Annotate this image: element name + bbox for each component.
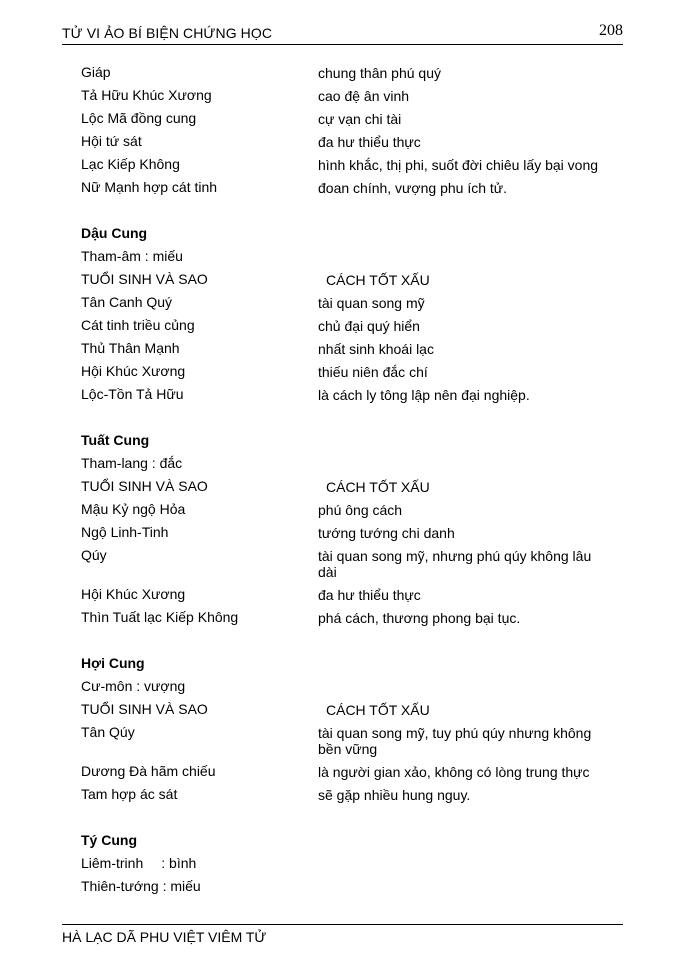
row-right: đa hư thiểu thực (318, 134, 421, 150)
row-left: Hội tứ sát (81, 133, 142, 149)
row-right: là cách ly tông lập nên đại nghiệp. (318, 387, 530, 403)
spacer (81, 199, 611, 222)
col-header-right: CÁCH TỐT XẤU (326, 702, 430, 718)
row-left: Dương Đà hãm chiếu (81, 763, 216, 779)
table-row (81, 176, 611, 199)
table-row (81, 721, 611, 760)
row-left: Tân Qúy (81, 724, 135, 740)
table-row (81, 314, 611, 337)
row-right: tướng tướng chi danh (318, 525, 455, 541)
table-row (81, 360, 611, 383)
table-row (81, 337, 611, 360)
row-right: đa hư thiểu thực (318, 587, 421, 603)
row-right: phá cách, thương phong bại tục. (318, 610, 521, 626)
row-right: phú ông cách (318, 502, 403, 518)
row-right: cao đệ ân vinh (318, 88, 410, 104)
row-left: Tả Hữu Khúc Xương (81, 87, 212, 103)
row-right: cự vạn chi tài (318, 111, 402, 127)
row-left: Lộc Mã đồng cung (81, 110, 197, 126)
col-header-right: CÁCH TỐT XẤU (326, 479, 430, 495)
star-status: Tham-lang : đắc (81, 455, 183, 471)
table-row (81, 498, 611, 521)
row-left: Giáp (81, 64, 111, 80)
row-right: nhất sinh khoái lạc (318, 341, 434, 357)
table-row (81, 760, 611, 783)
table-row (81, 383, 611, 406)
row-right: tài quan song mỹ, tuy phú qúy nhưng không bền vững (318, 725, 592, 757)
table-row (81, 84, 611, 107)
row-left: Tân Canh Quý (81, 294, 173, 310)
star-level: : bình (161, 855, 197, 871)
row-left: Thủ Thân Mạnh (81, 340, 180, 356)
table-row (81, 544, 611, 583)
row-left: Nữ Mạnh hợp cát tinh (81, 179, 218, 195)
row-left: Ngộ Linh-Tinh (81, 524, 169, 540)
col-header-left: TUỔI SINH VÀ SAO (81, 701, 208, 717)
col-header-left: TUỔI SINH VÀ SAO (81, 271, 208, 287)
section-title-hoi: Hợi Cung (81, 655, 145, 671)
star-status: Tham-âm : miếu (81, 248, 183, 264)
column-headers (81, 698, 611, 721)
row-left: Tam hợp ác sát (81, 786, 178, 802)
spacer (81, 806, 611, 829)
book-title: TỬ VI ẢO BÍ BIỆN CHỨNG HỌC (62, 25, 273, 41)
column-headers (81, 268, 611, 291)
section-title-dau: Dậu Cung (81, 225, 148, 241)
row-right: là người gian xảo, không có lòng trung thực (318, 764, 590, 780)
row-right: chung thân phú quý (318, 65, 441, 81)
table-row (81, 783, 611, 806)
row-right: chủ đại quý hiển (318, 318, 420, 334)
star-status: Thiên-tướng : miếu (81, 878, 201, 894)
table-row (81, 153, 611, 176)
col-header-right: CÁCH TỐT XẤU (326, 272, 430, 288)
table-row (81, 61, 611, 84)
row-left: Lạc Kiếp Không (81, 156, 180, 172)
row-left: Qúy (81, 547, 107, 563)
page-header (62, 22, 623, 45)
column-headers (81, 475, 611, 498)
row-right: sẽ gặp nhiều hung nguy. (318, 787, 471, 803)
row-left: Hội Khúc Xương (81, 363, 186, 379)
page-number: 208 (599, 22, 623, 39)
table-row (81, 291, 611, 314)
page-content (81, 61, 611, 898)
row-left: Hội Khúc Xương (81, 586, 186, 602)
table-row (81, 583, 611, 606)
row-left: Thìn Tuất lạc Kiếp Không (81, 609, 239, 625)
footer-author: HÀ LẠC DÃ PHU VIỆT VIÊM TỬ (62, 929, 267, 945)
section-title-ty: Tý Cung (81, 832, 137, 848)
table-row (81, 107, 611, 130)
star-status (81, 852, 611, 875)
star-status: Cư-môn : vượng (81, 678, 186, 694)
table-row (81, 521, 611, 544)
row-right: đoan chính, vượng phu ích tử. (318, 180, 508, 196)
col-header-left: TUỔI SINH VÀ SAO (81, 478, 208, 494)
row-left: Cát tinh triều củng (81, 317, 195, 333)
table-row (81, 606, 611, 629)
row-left: Mậu Kỷ ngộ Hỏa (81, 501, 186, 517)
page-footer (62, 924, 623, 945)
row-right: hình khắc, thị phi, suốt đời chiêu lấy bại vong (318, 157, 599, 173)
row-right: thiếu niên đắc chí (318, 364, 428, 380)
row-right: tài quan song mỹ, nhưng phú qúy không lâu dài (318, 548, 592, 580)
section-title-tuat: Tuất Cung (81, 432, 150, 448)
star-name: Liêm-trinh (81, 855, 144, 871)
row-left: Lộc-Tồn Tả Hữu (81, 386, 184, 402)
table-row (81, 130, 611, 153)
row-right: tài quan song mỹ (318, 295, 425, 311)
spacer (81, 406, 611, 429)
spacer (81, 629, 611, 652)
